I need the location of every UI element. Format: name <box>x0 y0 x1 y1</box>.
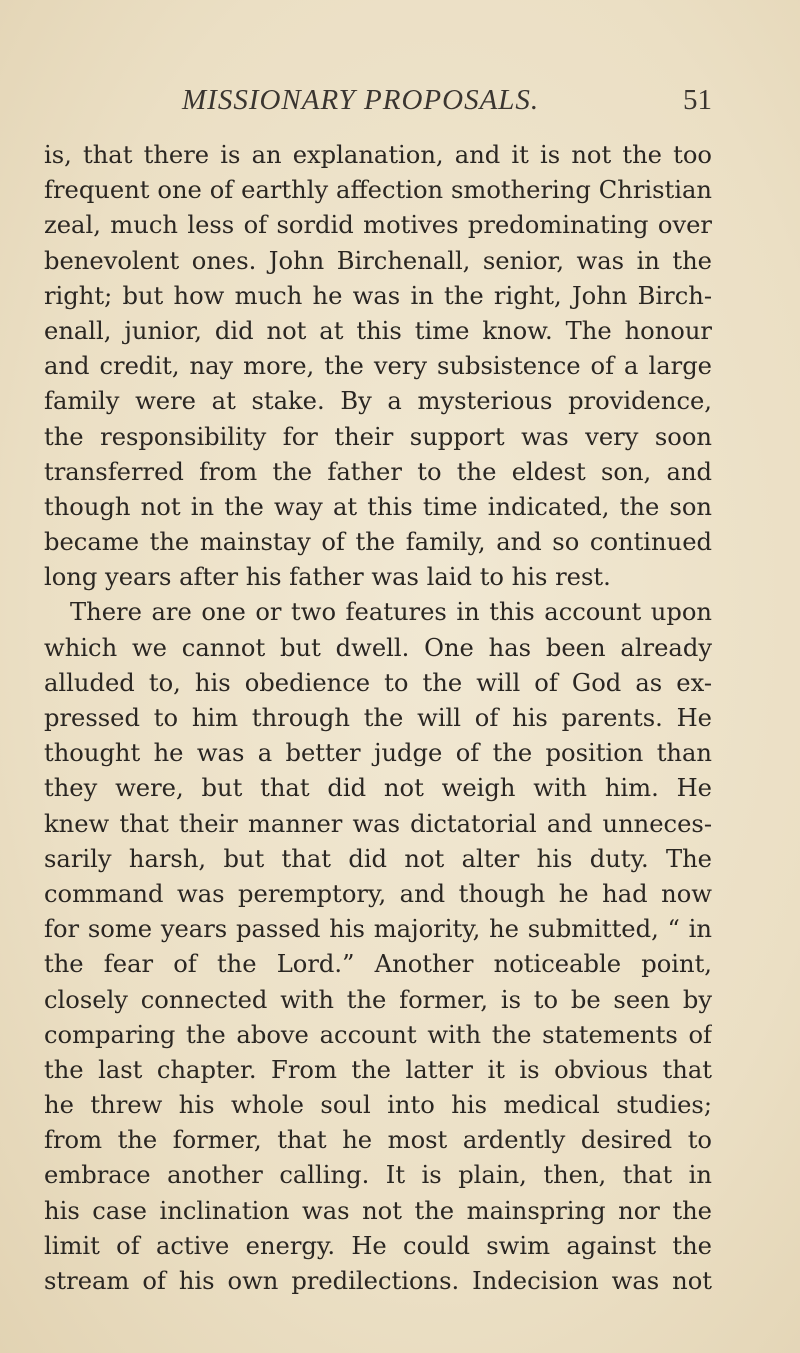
text-line: the responsibility for their support was very soon <box>44 422 712 451</box>
text-line: frequent one of earthly affection smothering Christian <box>44 176 712 205</box>
text-line: the fear of the Lord.” Another noticeable point, <box>44 950 712 979</box>
text-line: command was peremptory, and though he had now <box>44 879 712 908</box>
text-line: embrace another calling. It is plain, then, that in <box>44 1161 712 1190</box>
text-line: stream of his own predilections. Indecision was not <box>44 1267 712 1295</box>
text-line: comparing the above account with the statements of <box>44 1020 712 1049</box>
text-line: right; but how much he was in the right, John Birch- <box>44 281 712 310</box>
paragraph-end-line: long years after his father was laid to his rest. <box>44 563 611 592</box>
text-line: enall, junior, did not at this time know. The honour <box>44 316 712 345</box>
text-line: his case inclination was not the mainspring nor the <box>44 1196 712 1225</box>
text-line: is, that there is an explanation, and it is not the too <box>44 141 712 169</box>
text-line: sarily harsh, but that did not alter his duty. The <box>44 844 712 873</box>
text-line: though not in the way at this time indicated, the son <box>44 492 712 521</box>
text-line: became the mainstay of the family, and so continued <box>44 528 712 557</box>
text-line: and credit, nay more, the very subsistence of a large <box>44 352 712 381</box>
text-line: from the former, that he most ardently desired to <box>44 1126 712 1155</box>
text-line: transferred from the father to the eldest son, and <box>44 457 712 486</box>
text-line: thought he was a better judge of the position than <box>44 739 712 768</box>
text-line: zeal, much less of sordid motives predominating over <box>44 211 712 240</box>
running-head: MISSIONARY PROPOSALS. <box>182 84 540 116</box>
text-line: for some years passed his majority, he submitted, “ in <box>44 915 712 944</box>
text-line: knew that their manner was dictatorial and unneces- <box>44 809 712 838</box>
text-line: family were at stake. By a mysterious providence, <box>44 387 712 416</box>
text-line: they were, but that did not weigh with him. He <box>44 774 712 803</box>
text-line: the last chapter. From the latter it is obvious that <box>44 1055 712 1084</box>
text-line: benevolent ones. John Birchenall, senior, was in the <box>44 246 712 275</box>
text-line: which we cannot but dwell. One has been already <box>44 633 712 662</box>
text-line: he threw his whole soul into his medical studies; <box>44 1091 712 1120</box>
text-line: alluded to, his obedience to the will of God as ex- <box>44 668 712 697</box>
text-line: pressed to him through the will of his parents. He <box>44 704 712 732</box>
text-line: limit of active energy. He could swim against the <box>44 1231 712 1260</box>
page-header <box>44 84 712 124</box>
page-number: 51 <box>683 84 712 116</box>
body-text <box>44 138 712 1299</box>
paragraph-start-line: There are one or two features in this account upon <box>70 598 712 627</box>
text-line: closely connected with the former, is to be seen by <box>44 985 712 1014</box>
